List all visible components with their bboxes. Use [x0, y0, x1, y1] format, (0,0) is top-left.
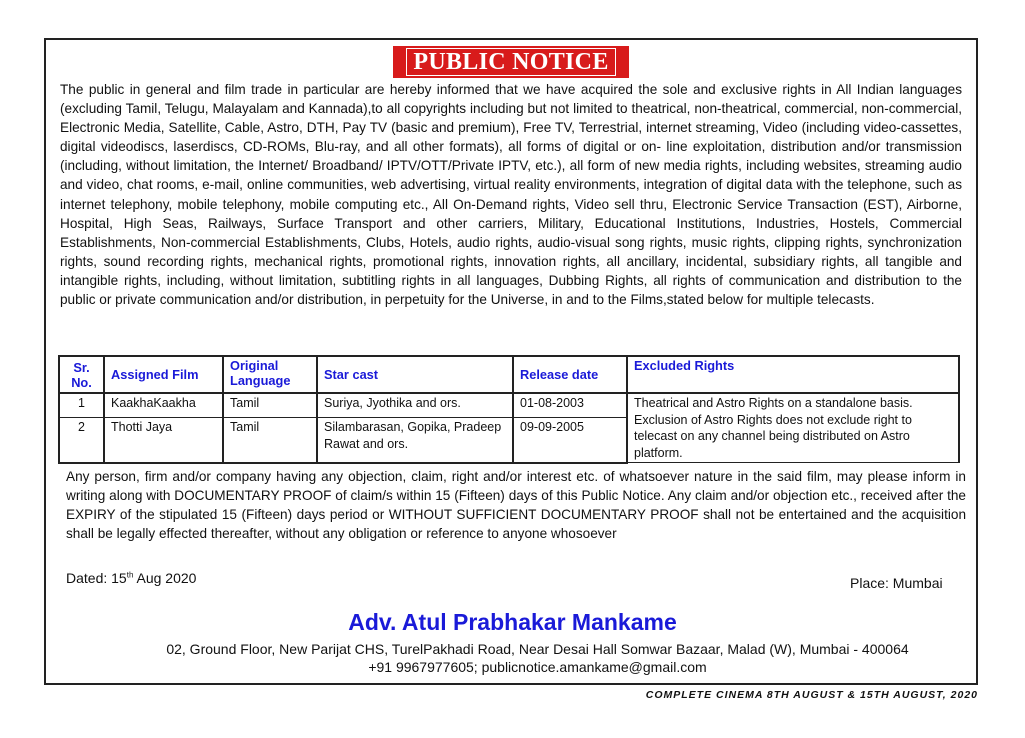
- advocate-address: [0, 640, 1025, 676]
- dated-line: [66, 570, 196, 586]
- table-row: [59, 393, 959, 418]
- contact-line: +91 9967977605; publicnotice.amankame@gmail.com: [368, 659, 707, 675]
- dated-label: Dated: 15: [66, 570, 127, 586]
- films-table: [58, 355, 960, 464]
- header-assigned-film: Assigned Film: [104, 356, 223, 393]
- row-star-cast: Suriya, Jyothika and ors.: [317, 393, 513, 418]
- dated-suffix: th: [126, 570, 134, 580]
- row-release-date: 09-09-2005: [513, 418, 627, 463]
- excluded-rights-text: Theatrical and Astro Rights on a standalone basis. Exclusion of Astro Rights does not exclude right to telecast on any channel being distributed on Astro platform.: [627, 393, 959, 463]
- row-language: Tamil: [223, 393, 317, 418]
- table-header-row: [59, 356, 959, 393]
- row-sr-no: 1: [59, 393, 104, 418]
- objection-paragraph: Any person, firm and/or company having any objection, claim, right and/or interest etc. of whatsoever nature in the said film, may please inform in writing along with DOCUMENTARY PROOF of claim/s within 15 (Fifteen) days of this Public Notice. Any claim and/or objection etc., received after the EXPIRY of the stipulated 15 (Fifteen) days period or WITHOUT SUFFICIENT DOCUMENTARY PROOF shall not be entertained and the acquisition shall be legally effected thereafter, without any obligation or reference to anyone whosoever: [66, 469, 966, 541]
- row-sr-no: 2: [59, 418, 104, 463]
- notice-title-text: PUBLIC NOTICE: [406, 48, 615, 76]
- header-excluded-rights: Excluded Rights: [627, 356, 959, 393]
- notice-intro-paragraph: The public in general and film trade in particular are hereby informed that we have acquired the sole and exclusive rights in All Indian languages (excluding Tamil, Telugu, Malayalam and Kannada),to all copyrights including but not limited to theatrical, non-theatrical, commercial, non-commercial, Electronic Media, Satellite, Cable, Astro, DTH, Pay TV (basic and premium), Free TV, Terrestrial, internet streaming, Video (including video-cassettes, digital videodiscs, laserdiscs, CD-ROMs, Blu-ray, and all other formats), all forms of digital or on- line exploitation, distribution and/or transmission (including, without limitation, the Internet/ Broadband/ IPTV/OTT/Private IPTV, etc.), all form of new media rights, including websites, streaming audio and video, chat rooms, e-mail, online communities, web advertising, virtual reality environments, integration of digital data with the telephone, such as internet telephony, mobile telephony, mobile computing etc., All On-Demand rights, Video sell thru, Electronic Service Transaction (EST), Airborne, Hospital, High Seas, Railways, Surface Transport and other carriers, Military, Educational Institutions, Industries, Hostels, Commercial Establishments, Non-commercial Establishments, Clubs, Hotels, audio rights, audio-visual song rights, music rights, clipping rights, synchronization rights, sound recording rights, mechanical rights, promotional rights, innovation rights, all ancillary, incidental, subsidiary rights, all tangible and intangible rights, including, without limitation, subtitling rights in all languages, Dubbing Rights, all rights of communication and distribution to the public or private communication and/or distribution, in perpetuity for the Universe, in and to the Films,stated below for multiple telecasts.: [60, 82, 962, 308]
- publication-footer: COMPLETE CINEMA 8TH AUGUST & 15TH AUGUST, 2020: [645, 689, 978, 701]
- row-film: Thotti Jaya: [104, 418, 223, 463]
- dated-rest: Aug 2020: [133, 570, 197, 586]
- header-sr-no: Sr. No.: [59, 356, 104, 393]
- row-language: Tamil: [223, 418, 317, 463]
- notice-title: [393, 46, 629, 78]
- row-star-cast: Silambarasan, Gopika, Pradeep Rawat and ors.: [317, 418, 513, 463]
- header-original-language: Original Language: [223, 356, 317, 393]
- place-line: Place: Mumbai: [850, 575, 943, 591]
- address-line: 02, Ground Floor, New Parijat CHS, TurelPakhadi Road, Near Desai Hall Somwar Bazaar, Malad (W), Mumbai - 400064: [166, 641, 909, 657]
- row-film: KaakhaKaakha: [104, 393, 223, 418]
- header-star-cast: Star cast: [317, 356, 513, 393]
- row-release-date: 01-08-2003: [513, 393, 627, 418]
- header-release-date: Release date: [513, 356, 627, 393]
- advocate-name: Adv. Atul Prabhakar Mankame: [348, 609, 677, 635]
